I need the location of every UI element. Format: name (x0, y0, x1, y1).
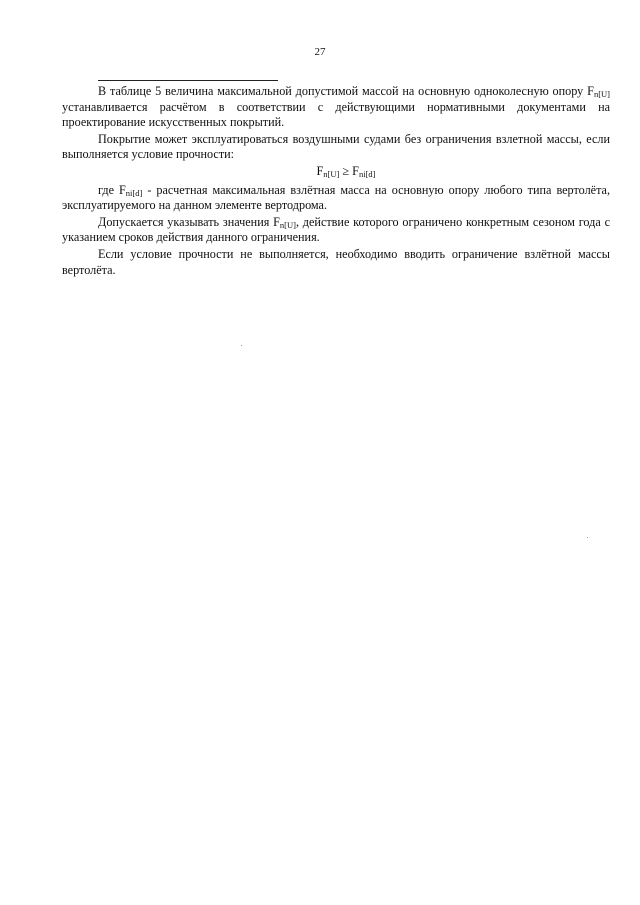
formula-operator: ≥ (339, 163, 353, 178)
paragraph-text: , действие которого ограничено конкретным сезоном года с указанием сроков действия данного ограничения. (62, 214, 610, 245)
strength-formula (62, 164, 610, 180)
subscript: n[U] (279, 219, 296, 230)
paragraph-text: Допускается указывать значения F (98, 214, 280, 229)
formula-left-subscript: n[U] (323, 168, 340, 179)
page-number: 27 (314, 46, 326, 58)
formula-right: F (352, 163, 359, 178)
paragraph-max-load (62, 84, 610, 131)
paragraph-text: где F (98, 182, 126, 197)
subscript: n[U] (593, 89, 610, 99)
scan-speck (241, 345, 242, 346)
paragraph-text: В таблице 5 величина максимальной допустимой массой на основную одноколесную опору F (98, 84, 594, 98)
paragraph-strength-condition: Покрытие может эксплуатироваться воздушными судами без ограничения взлетной массы, если выполняется условие прочности: (62, 131, 610, 162)
paragraph-definition (62, 183, 610, 214)
paragraph-restriction: Если условие прочности не выполняется, необходимо вводить ограничение взлётной массы вертолёта. (62, 246, 610, 277)
paragraph-text: устанавливается расчётом в соответствии с действующими нормативными документами на проектирование искусственных покрытий. (62, 99, 610, 130)
footnote-separator-line (98, 80, 278, 81)
formula-left: F (316, 163, 324, 178)
paragraph-seasonal-values (62, 215, 610, 246)
formula-right-subscript: ni[d] (358, 168, 376, 179)
subscript: ni[d] (125, 187, 143, 198)
document-body (62, 84, 610, 278)
scan-speck (587, 537, 588, 538)
paragraph-text: - расчетная максимальная взлётная масса на основную опору любого типа вертолёта, эксплуатируемого на данном элементе вертодрома. (62, 182, 610, 213)
